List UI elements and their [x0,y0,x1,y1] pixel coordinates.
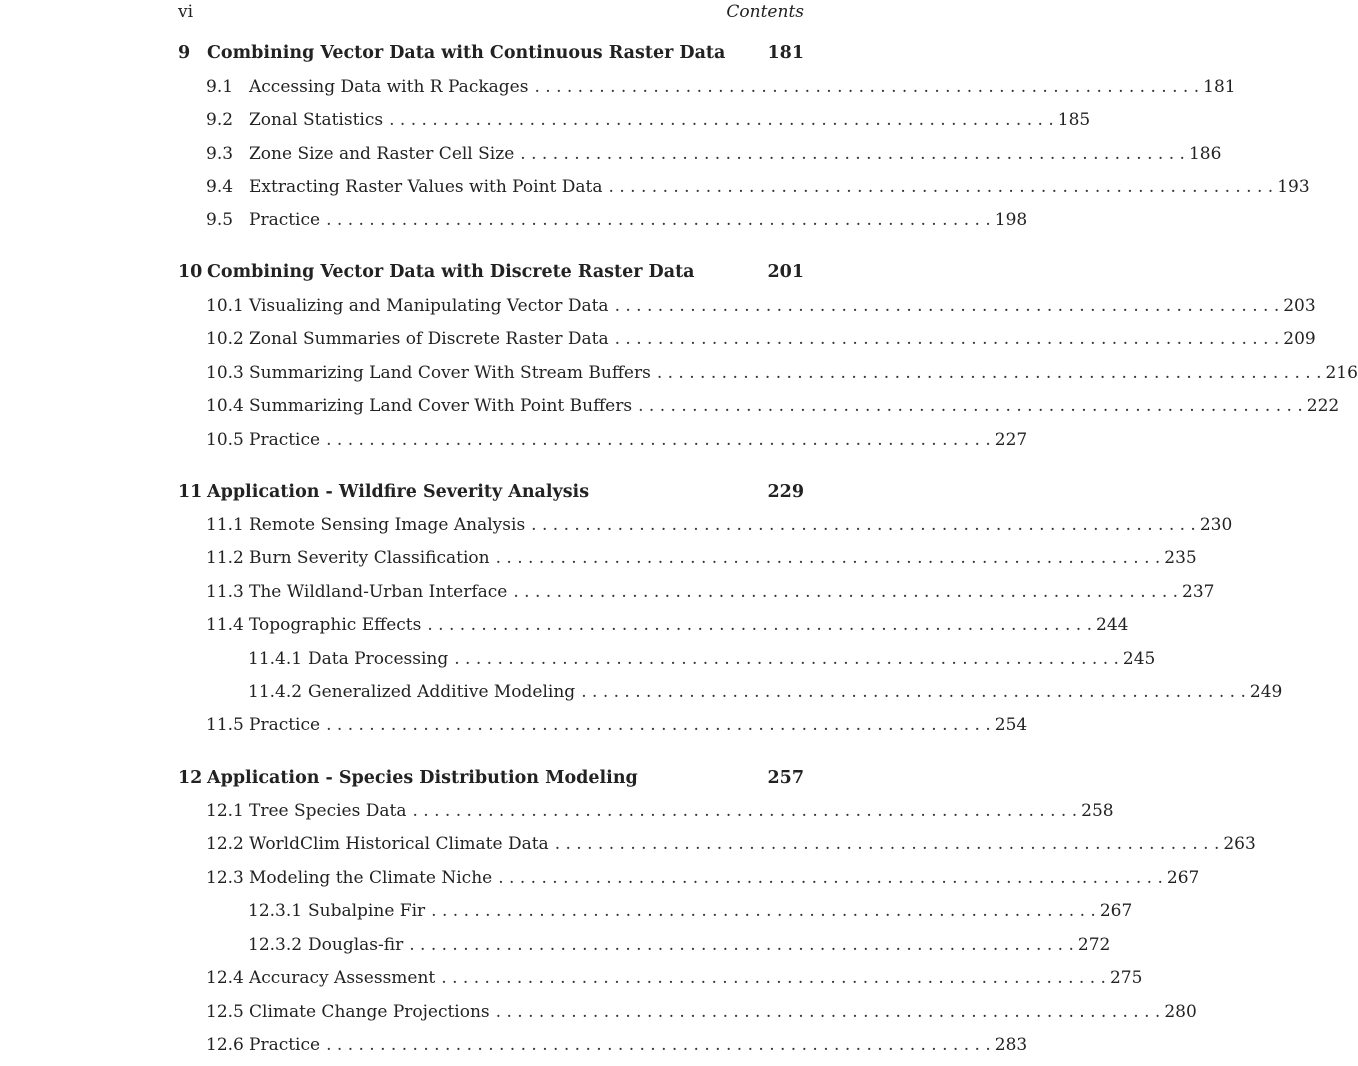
entry-page: 267 [1166,868,1200,888]
entry-number: 12.3 [206,868,244,888]
entry-title: Generalized Additive Modeling [308,682,576,702]
dot-leader: . . . . . . . . . . . . . . . . . . . . . . . . . . . . . . . . . . . . . . . . . . . . . . . . . . . . . . . . . . . . . . [614,329,1280,349]
entry-page: 280 [1164,1002,1197,1022]
toc-section-entry[interactable] [206,546,1197,570]
entry-page: 283 [994,1035,1028,1055]
toc-section-entry[interactable] [206,208,1028,232]
dot-leader: . . . . . . . . . . . . . . . . . . . . . . . . . . . . . . . . . . . . . . . . . . . . . . . . . . . . . . . . . . . . . . [581,682,1246,702]
entry-number: 10.3 [206,363,244,383]
entry-title: Accuracy Assessment [249,968,436,988]
entry-title: Combining Vector Data with Discrete Raster Data [207,262,695,282]
entry-page: 203 [1283,296,1316,316]
entry-number: 9 [178,43,191,63]
toc-chapter-entry[interactable] [178,260,804,284]
entry-title: Practice [249,715,321,735]
entry-number: 11.2 [206,548,244,568]
entry-title: Application - Wildfire Severity Analysis [207,482,590,502]
toc-section-entry[interactable] [206,832,1256,856]
entry-title: Application - Species Distribution Modeling [207,768,638,788]
entry-number: 12.5 [206,1002,244,1022]
dot-leader: . . . . . . . . . . . . . . . . . . . . . . . . . . . . . . . . . . . . . . . . . . . . . . . . . . . . . . . . . . . . . . [638,396,1303,416]
dot-leader: . . . . . . . . . . . . . . . . . . . . . . . . . . . . . . . . . . . . . . . . . . . . . . . . . . . . . . . . . . . . . . [326,1035,991,1055]
dot-leader: . . . . . . . . . . . . . . . . . . . . . . . . . . . . . . . . . . . . . . . . . . . . . . . . . . . . . . . . . . . . . . [495,548,1161,568]
entry-page: 249 [1249,682,1283,702]
entry-number: 10.2 [206,329,244,349]
entry-title: Subalpine Fir [308,901,426,921]
entry-number: 11.3 [206,582,244,602]
entry-page: 267 [1099,901,1133,921]
toc-section-entry[interactable] [206,613,1129,637]
entry-page: 237 [1182,582,1215,602]
dot-leader: . . . . . . . . . . . . . . . . . . . . . . . . . . . . . . . . . . . . . . . . . . . . . . . . . . . . . . . . . . . . . . [427,615,1093,635]
toc-subsection-entry[interactable] [248,647,1156,671]
toc-section-entry[interactable] [206,361,1358,385]
dot-leader: . . . . . . . . . . . . . . . . . . . . . . . . . . . . . . . . . . . . . . . . . . . . . . . . . . . . . . . . . . . . . . [409,935,1074,955]
toc-chapter-entry[interactable] [178,480,804,504]
entry-number: 11.4 [206,615,244,635]
entry-title: Practice [249,430,321,450]
toc-section-entry[interactable] [206,142,1222,166]
entry-title: Practice [249,1035,321,1055]
toc-section-entry[interactable] [206,394,1340,418]
dot-leader: . . . . . . . . . . . . . . . . . . . . . . . . . . . . . . . . . . . . . . . . . . . . . . . . . . . . . . . . . . . . . . [608,177,1274,197]
dot-leader: . . . . . . . . . . . . . . . . . . . . . . . . . . . . . . . . . . . . . . . . . . . . . . . . . . . . . . . . . . . . . . [614,296,1280,316]
entry-page: 229 [767,482,804,502]
entry-number: 12.3.1 [248,901,303,921]
entry-number: 10.4 [206,396,244,416]
entry-number: 11 [178,482,203,502]
entry-title: Summarizing Land Cover With Stream Buffers [249,363,651,383]
dot-leader: . . . . . . . . . . . . . . . . . . . . . . . . . . . . . . . . . . . . . . . . . . . . . . . . . . . . . . . . . . . . . . [513,582,1179,602]
toc-section-entry[interactable] [206,513,1233,537]
entry-title: The Wildland-Urban Interface [249,582,508,602]
entry-title: Remote Sensing Image Analysis [249,515,526,535]
entry-page: 272 [1077,935,1111,955]
dot-leader: . . . . . . . . . . . . . . . . . . . . . . . . . . . . . . . . . . . . . . . . . . . . . . . . . . . . . . . . . . . . . . [531,515,1196,535]
dot-leader: . . . . . . . . . . . . . . . . . . . . . . . . . . . . . . . . . . . . . . . . . . . . . . . . . . . . . . . . . . . . . . [431,901,1096,921]
toc-section-entry[interactable] [206,175,1310,199]
entry-page: 258 [1081,801,1114,821]
entry-title: Data Processing [308,649,449,669]
toc-section-entry[interactable] [206,108,1091,132]
toc-section-entry[interactable] [206,75,1236,99]
entry-title: Practice [249,210,321,230]
toc-section-entry[interactable] [206,713,1028,737]
entry-number: 9.3 [206,144,234,164]
entry-title: Visualizing and Manipulating Vector Data [249,296,609,316]
entry-title: Topographic Effects [249,615,422,635]
toc-section-entry[interactable] [206,799,1114,823]
entry-title: Modeling the Climate Niche [249,868,493,888]
entry-page: 198 [994,210,1028,230]
entry-number: 12 [178,768,203,788]
entry-page: 227 [994,430,1028,450]
entry-page: 254 [994,715,1028,735]
entry-number: 11.4.2 [248,682,303,702]
toc-subsection-entry[interactable] [248,933,1111,957]
toc-section-entry[interactable] [206,294,1316,318]
dot-leader: . . . . . . . . . . . . . . . . . . . . . . . . . . . . . . . . . . . . . . . . . . . . . . . . . . . . . . . . . . . . . . [554,834,1220,854]
dot-leader: . . . . . . . . . . . . . . . . . . . . . . . . . . . . . . . . . . . . . . . . . . . . . . . . . . . . . . . . . . . . . . [498,868,1163,888]
entry-page: 181 [767,43,804,63]
dot-leader: . . . . . . . . . . . . . . . . . . . . . . . . . . . . . . . . . . . . . . . . . . . . . . . . . . . . . . . . . . . . . . [495,1002,1161,1022]
dot-leader: . . . . . . . . . . . . . . . . . . . . . . . . . . . . . . . . . . . . . . . . . . . . . . . . . . . . . . . . . . . . . . [389,110,1054,130]
entry-number: 9.5 [206,210,234,230]
toc-subsection-entry[interactable] [248,680,1283,704]
dot-leader: . . . . . . . . . . . . . . . . . . . . . . . . . . . . . . . . . . . . . . . . . . . . . . . . . . . . . . . . . . . . . . [656,363,1322,383]
entry-page: 185 [1057,110,1091,130]
toc-section-entry[interactable] [206,1033,1028,1057]
entry-page: 209 [1283,329,1316,349]
toc-section-entry[interactable] [206,1000,1197,1024]
toc-section-entry[interactable] [206,428,1028,452]
entry-title: Zonal Statistics [249,110,384,130]
dot-leader: . . . . . . . . . . . . . . . . . . . . . . . . . . . . . . . . . . . . . . . . . . . . . . . . . . . . . . . . . . . . . . [412,801,1078,821]
dot-leader: . . . . . . . . . . . . . . . . . . . . . . . . . . . . . . . . . . . . . . . . . . . . . . . . . . . . . . . . . . . . . . [441,968,1106,988]
entry-page: 235 [1164,548,1197,568]
toc-subsection-entry[interactable] [248,899,1133,923]
entry-title: WorldClim Historical Climate Data [249,834,549,854]
entry-number: 11.5 [206,715,244,735]
dot-leader: . . . . . . . . . . . . . . . . . . . . . . . . . . . . . . . . . . . . . . . . . . . . . . . . . . . . . . . . . . . . . . [326,210,991,230]
running-title: Contents [726,2,804,22]
entry-page: 186 [1188,144,1222,164]
entry-title: Zone Size and Raster Cell Size [249,144,515,164]
entry-number: 9.4 [206,177,234,197]
entry-page: 244 [1096,615,1129,635]
entry-page: 263 [1223,834,1256,854]
toc-section-entry[interactable] [206,866,1200,890]
entry-page: 193 [1277,177,1310,197]
entry-title: Zonal Summaries of Discrete Raster Data [249,329,609,349]
entry-number: 12.1 [206,801,244,821]
toc-chapter-entry[interactable] [178,41,804,65]
entry-title: Accessing Data with R Packages [249,77,529,97]
entry-number: 9.2 [206,110,234,130]
entry-number: 11.4.1 [248,649,303,669]
entry-title: Extracting Raster Values with Point Data [249,177,603,197]
entry-page: 201 [767,262,804,282]
entry-page: 245 [1122,649,1156,669]
entry-title: Climate Change Projections [249,1002,490,1022]
entry-title: Burn Severity Classification [249,548,490,568]
entry-page: 275 [1109,968,1143,988]
toc-chapter-entry[interactable] [178,766,804,790]
entry-title: Douglas-fir [308,935,404,955]
entry-number: 10.1 [206,296,244,316]
entry-page: 216 [1325,363,1358,383]
entry-page: 257 [767,768,804,788]
entry-page: 230 [1199,515,1233,535]
entry-number: 12.4 [206,968,244,988]
entry-title: Combining Vector Data with Continuous Raster Data [207,43,726,63]
entry-title: Summarizing Land Cover With Point Buffers [249,396,633,416]
entry-number: 10.5 [206,430,244,450]
entry-page: 222 [1306,396,1340,416]
entry-number: 12.2 [206,834,244,854]
toc-section-entry[interactable] [206,580,1215,604]
dot-leader: . . . . . . . . . . . . . . . . . . . . . . . . . . . . . . . . . . . . . . . . . . . . . . . . . . . . . . . . . . . . . . [326,715,991,735]
page-number-roman: vi [178,2,194,22]
dot-leader: . . . . . . . . . . . . . . . . . . . . . . . . . . . . . . . . . . . . . . . . . . . . . . . . . . . . . . . . . . . . . . [326,430,991,450]
entry-title: Tree Species Data [249,801,407,821]
entry-number: 10 [178,262,203,282]
entry-number: 12.6 [206,1035,244,1055]
dot-leader: . . . . . . . . . . . . . . . . . . . . . . . . . . . . . . . . . . . . . . . . . . . . . . . . . . . . . . . . . . . . . . [520,144,1185,164]
entry-number: 11.1 [206,515,244,535]
entry-number: 9.1 [206,77,234,97]
entry-number: 12.3.2 [248,935,303,955]
dot-leader: . . . . . . . . . . . . . . . . . . . . . . . . . . . . . . . . . . . . . . . . . . . . . . . . . . . . . . . . . . . . . . [534,77,1200,97]
dot-leader: . . . . . . . . . . . . . . . . . . . . . . . . . . . . . . . . . . . . . . . . . . . . . . . . . . . . . . . . . . . . . . [454,649,1119,669]
toc-section-entry[interactable] [206,327,1316,351]
entry-page: 181 [1203,77,1236,97]
toc-section-entry[interactable] [206,966,1143,990]
